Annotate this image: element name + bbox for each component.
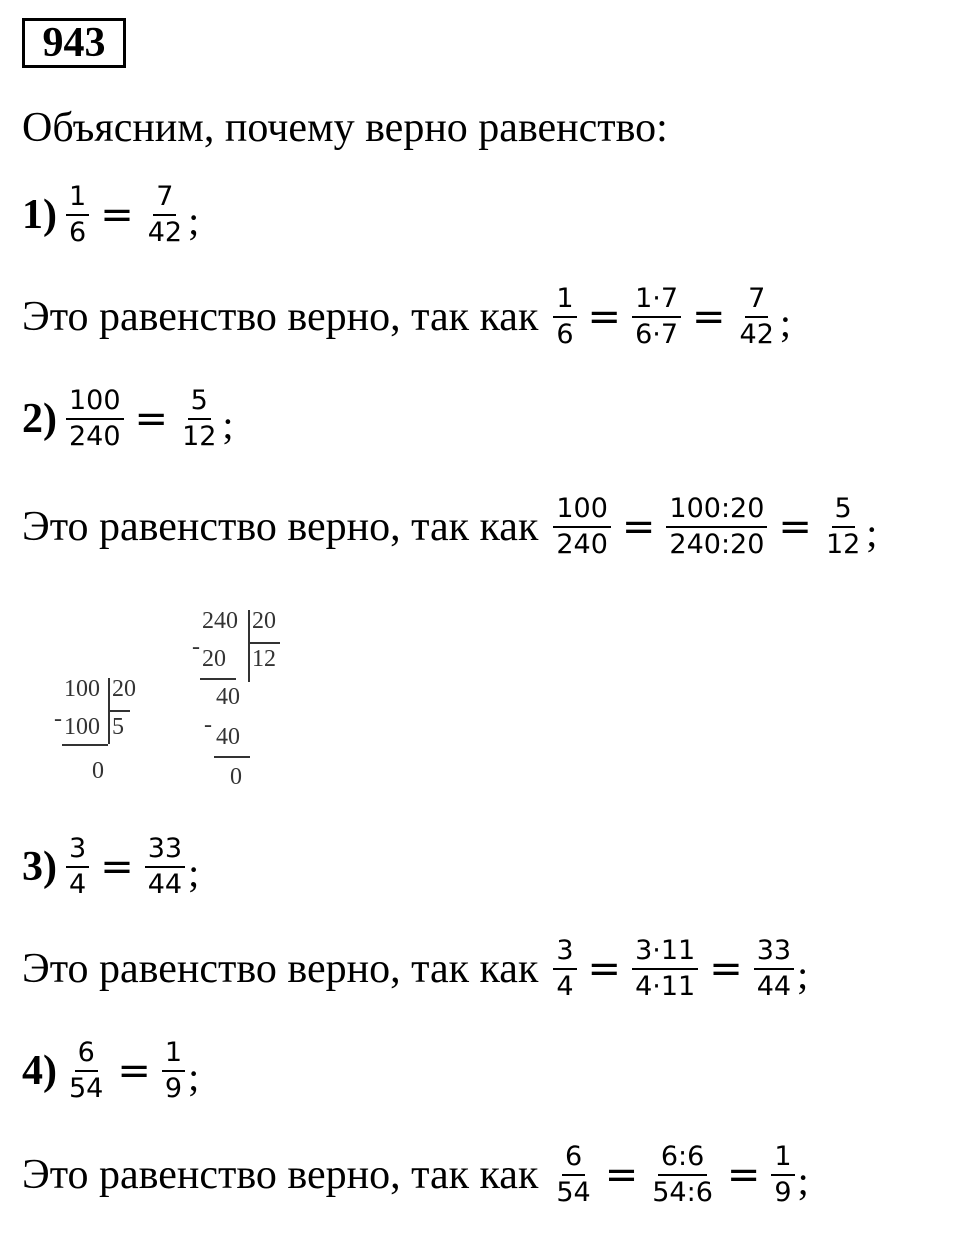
fraction: $\frac{3\cdot 11}{4\cdot 11}$ [632,934,698,1004]
reason-text: Это равенство верно, так как [22,294,539,340]
fraction: $\frac{7}{42}$ [147,181,183,248]
item-4-reason: Это равенство верно, так как $\frac{6}{54}$ = $\frac{6:6}{54:6}$ = $\frac{1}{9}$ ; [22,1141,809,1208]
fraction: $\frac{3}{4}$ [553,934,576,1004]
item-2-reason: Это равенство верно, так как $\frac{100}{240}$ = $\frac{100:20}{240:20}$ = $\frac{5}{12}$ ; [22,493,878,560]
fraction: $\frac{1\cdot 7}{6\cdot 7}$ [632,282,681,352]
item-1-statement: 1) $\frac{1}{6}$ = $\frac{7}{42}$ ; [22,181,200,248]
problem-number: 943 [22,18,126,68]
item-2-statement: 2) $\frac{100}{240}$ = $\frac{5}{12}$ ; [22,385,234,452]
equals-sign: = [100,192,134,238]
item-4-statement: 4) $\frac{6}{54}$ = $\frac{1}{9}$ ; [22,1037,200,1104]
fraction: $\frac{33}{44}$ [754,934,794,1004]
item-label: 2) [22,396,57,442]
item-3-statement: 3) $\frac{3}{4}$ = $\frac{33}{44}$ ; [22,833,200,900]
reason-text: Это равенство верно, так как [22,946,539,992]
fraction: $\frac{1}{6}$ [66,180,89,250]
fraction: $\frac{3}{4}$ [66,832,89,902]
fraction: $\frac{1}{6}$ [553,282,576,352]
item-label: 3) [22,844,57,890]
fraction: $\frac{100:20}{240:20}$ [666,492,767,562]
fraction: $\frac{1}{9}$ [162,1036,185,1106]
item-3-reason: Это равенство верно, так как $\frac{3}{4}$ = $\frac{3\cdot 11}{4\cdot 11}$ = $\frac{33}{44}$ ; [22,935,809,1002]
fraction: $\frac{6}{54}$ [556,1141,591,1208]
fraction: $\frac{5}{12}$ [825,493,861,560]
reason-text: Это равенство верно, так как [22,1152,539,1198]
long-division-240-by-20: 240 20 - 20 12 40 - 40 0 [190,608,300,798]
reason-text: Это равенство верно, так как [22,504,539,550]
fraction: $\frac{7}{42}$ [739,283,774,350]
long-division-100-by-20: 100 20 - 100 5 0 [54,676,136,784]
fraction: $\frac{6}{54}$ [69,1037,104,1104]
item-label: 1) [22,192,57,238]
intro-text: Объясним, почему верно равенство: [22,105,668,151]
fraction: $\frac{1}{9}$ [771,1140,794,1210]
fraction: $\frac{6:6}{54:6}$ [652,1141,713,1208]
fraction: $\frac{100}{240}$ [553,492,611,562]
item-label: 4) [22,1048,57,1094]
fraction: $\frac{100}{240}$ [66,384,124,454]
fraction: $\frac{5}{12}$ [182,385,217,452]
item-1-reason: Это равенство верно, так как $\frac{1}{6}$ = $\frac{1\cdot 7}{6\cdot 7}$ = $\frac{7}{42}$ ; [22,283,792,350]
fraction: $\frac{33}{44}$ [145,832,185,902]
